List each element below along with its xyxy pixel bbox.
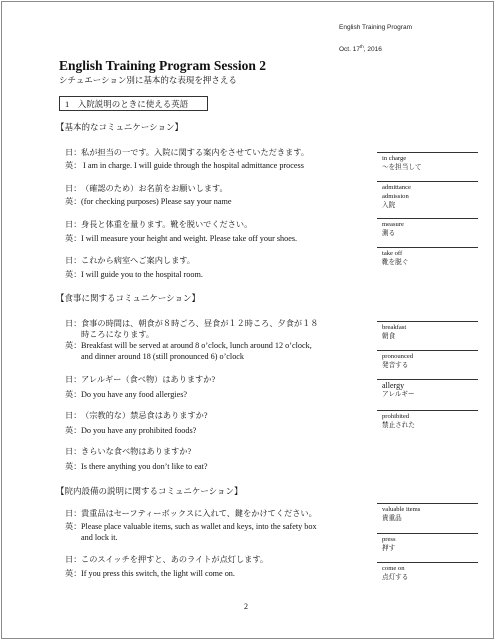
phrase-ja: 日：アレルギー（食べ物）はありますか? <box>65 375 216 384</box>
vocab-entry: breakfast 朝食 <box>382 324 407 340</box>
phrase-ja: 日：貴重品はセーフティーボックスに入れて、鍵をかけてください。 <box>65 509 317 518</box>
vocab-entry: take off 靴を脱ぐ <box>382 250 409 266</box>
vocab-divider <box>377 503 478 504</box>
vocab-divider <box>377 321 478 322</box>
vocab-entry: come on 点灯する <box>382 565 409 581</box>
vocab-divider <box>377 350 478 351</box>
phrase-ja: 日：（確認のため）お名前をお願いします。 <box>65 184 228 193</box>
vocab-divider <box>377 152 478 153</box>
phrase-en: 英：I will guide you to the hospital room. <box>65 270 203 279</box>
category-heading-facility: 【院内設備の説明に関するコミュニケーション】 <box>56 486 243 496</box>
phrase-en-continued: and lock it. <box>81 533 118 542</box>
vocab-entry: measure 測る <box>382 221 404 237</box>
vocab-divider <box>377 410 478 411</box>
vocab-divider <box>377 218 478 219</box>
vocab-divider <box>377 562 478 563</box>
phrase-en: 英：(for checking purposes) Please say your name <box>65 197 232 206</box>
vocab-entry: press 押す <box>382 536 396 552</box>
category-heading-meal: 【食事に関するコミュニケーション】 <box>56 293 200 303</box>
page-subtitle: シチュエーション別に基本的な表現を押さえる <box>59 75 237 85</box>
vocab-entry: in charge ～を担当して <box>382 155 422 171</box>
phrase-en: 英：Please place valuable items, such as wallet and keys, into the safety box <box>65 522 317 531</box>
phrase-en: 英：Do you have any prohibited foods? <box>65 426 197 435</box>
vocab-entry: pronounced 発音する <box>382 353 414 369</box>
vocab-divider <box>377 379 478 380</box>
phrase-ja-continued: 時ころになります。 <box>81 330 155 339</box>
page-title: English Training Program Session 2 <box>59 58 267 73</box>
vocab-entry: valuable items 貴重品 <box>382 506 421 522</box>
phrase-en: 英：Do you have any food allergies? <box>65 390 188 399</box>
vocab-entry: allergy アレルギー <box>382 381 415 398</box>
phrase-ja: 日：きらいな食べ物はありますか? <box>65 447 192 456</box>
vocab-entry: admittance admission 入院 <box>382 184 411 209</box>
phrase-en: 英：If you press this switch, the light will come on. <box>65 569 235 578</box>
phrase-en: 英：Breakfast will be served at around 8 o’clock, lunch around 12 o’clock, <box>65 341 312 350</box>
vocab-entry: prohibited 禁止された <box>382 413 415 429</box>
phrase-ja: 日：このスイッチを押すと、あのライトが点灯します。 <box>65 555 269 564</box>
phrase-ja: 日：（宗教的な）禁忌食はありますか? <box>65 411 208 420</box>
section-label: 1 入院説明のときに使える英語 <box>59 96 208 111</box>
header-date: Oct. 17th, 2016 <box>339 44 382 54</box>
phrase-en: 英：Is there anything you don’t like to eat? <box>65 462 208 471</box>
phrase-ja: 日：身長と体重を量ります。靴を脱いでください。 <box>65 220 253 229</box>
vocab-divider <box>377 247 478 248</box>
phrase-ja: 日：食事の時間は、朝食が８時ごろ、昼食が１２時ころ、夕食が１８ <box>65 319 319 328</box>
phrase-en: 英：I will measure your height and weight. Please take off your shoes. <box>65 234 298 243</box>
category-heading-basic: 【基本的なコミュニケーション】 <box>56 122 183 132</box>
vocab-divider <box>377 533 478 534</box>
header-program: English Training Program <box>339 24 412 31</box>
page-number: 2 <box>244 602 248 611</box>
phrase-ja: 日：私が担当の一です。入院に関する案内をさせていただきます。 <box>65 148 309 157</box>
phrase-en-continued: and dinner around 18 (still pronounced 6) o’clock <box>81 352 245 361</box>
vocab-divider <box>377 181 478 182</box>
phrase-en: 英： I am in charge. I will guide through the hospital admittance process <box>65 161 304 170</box>
phrase-ja: 日：これから病室へご案内します。 <box>65 256 195 265</box>
